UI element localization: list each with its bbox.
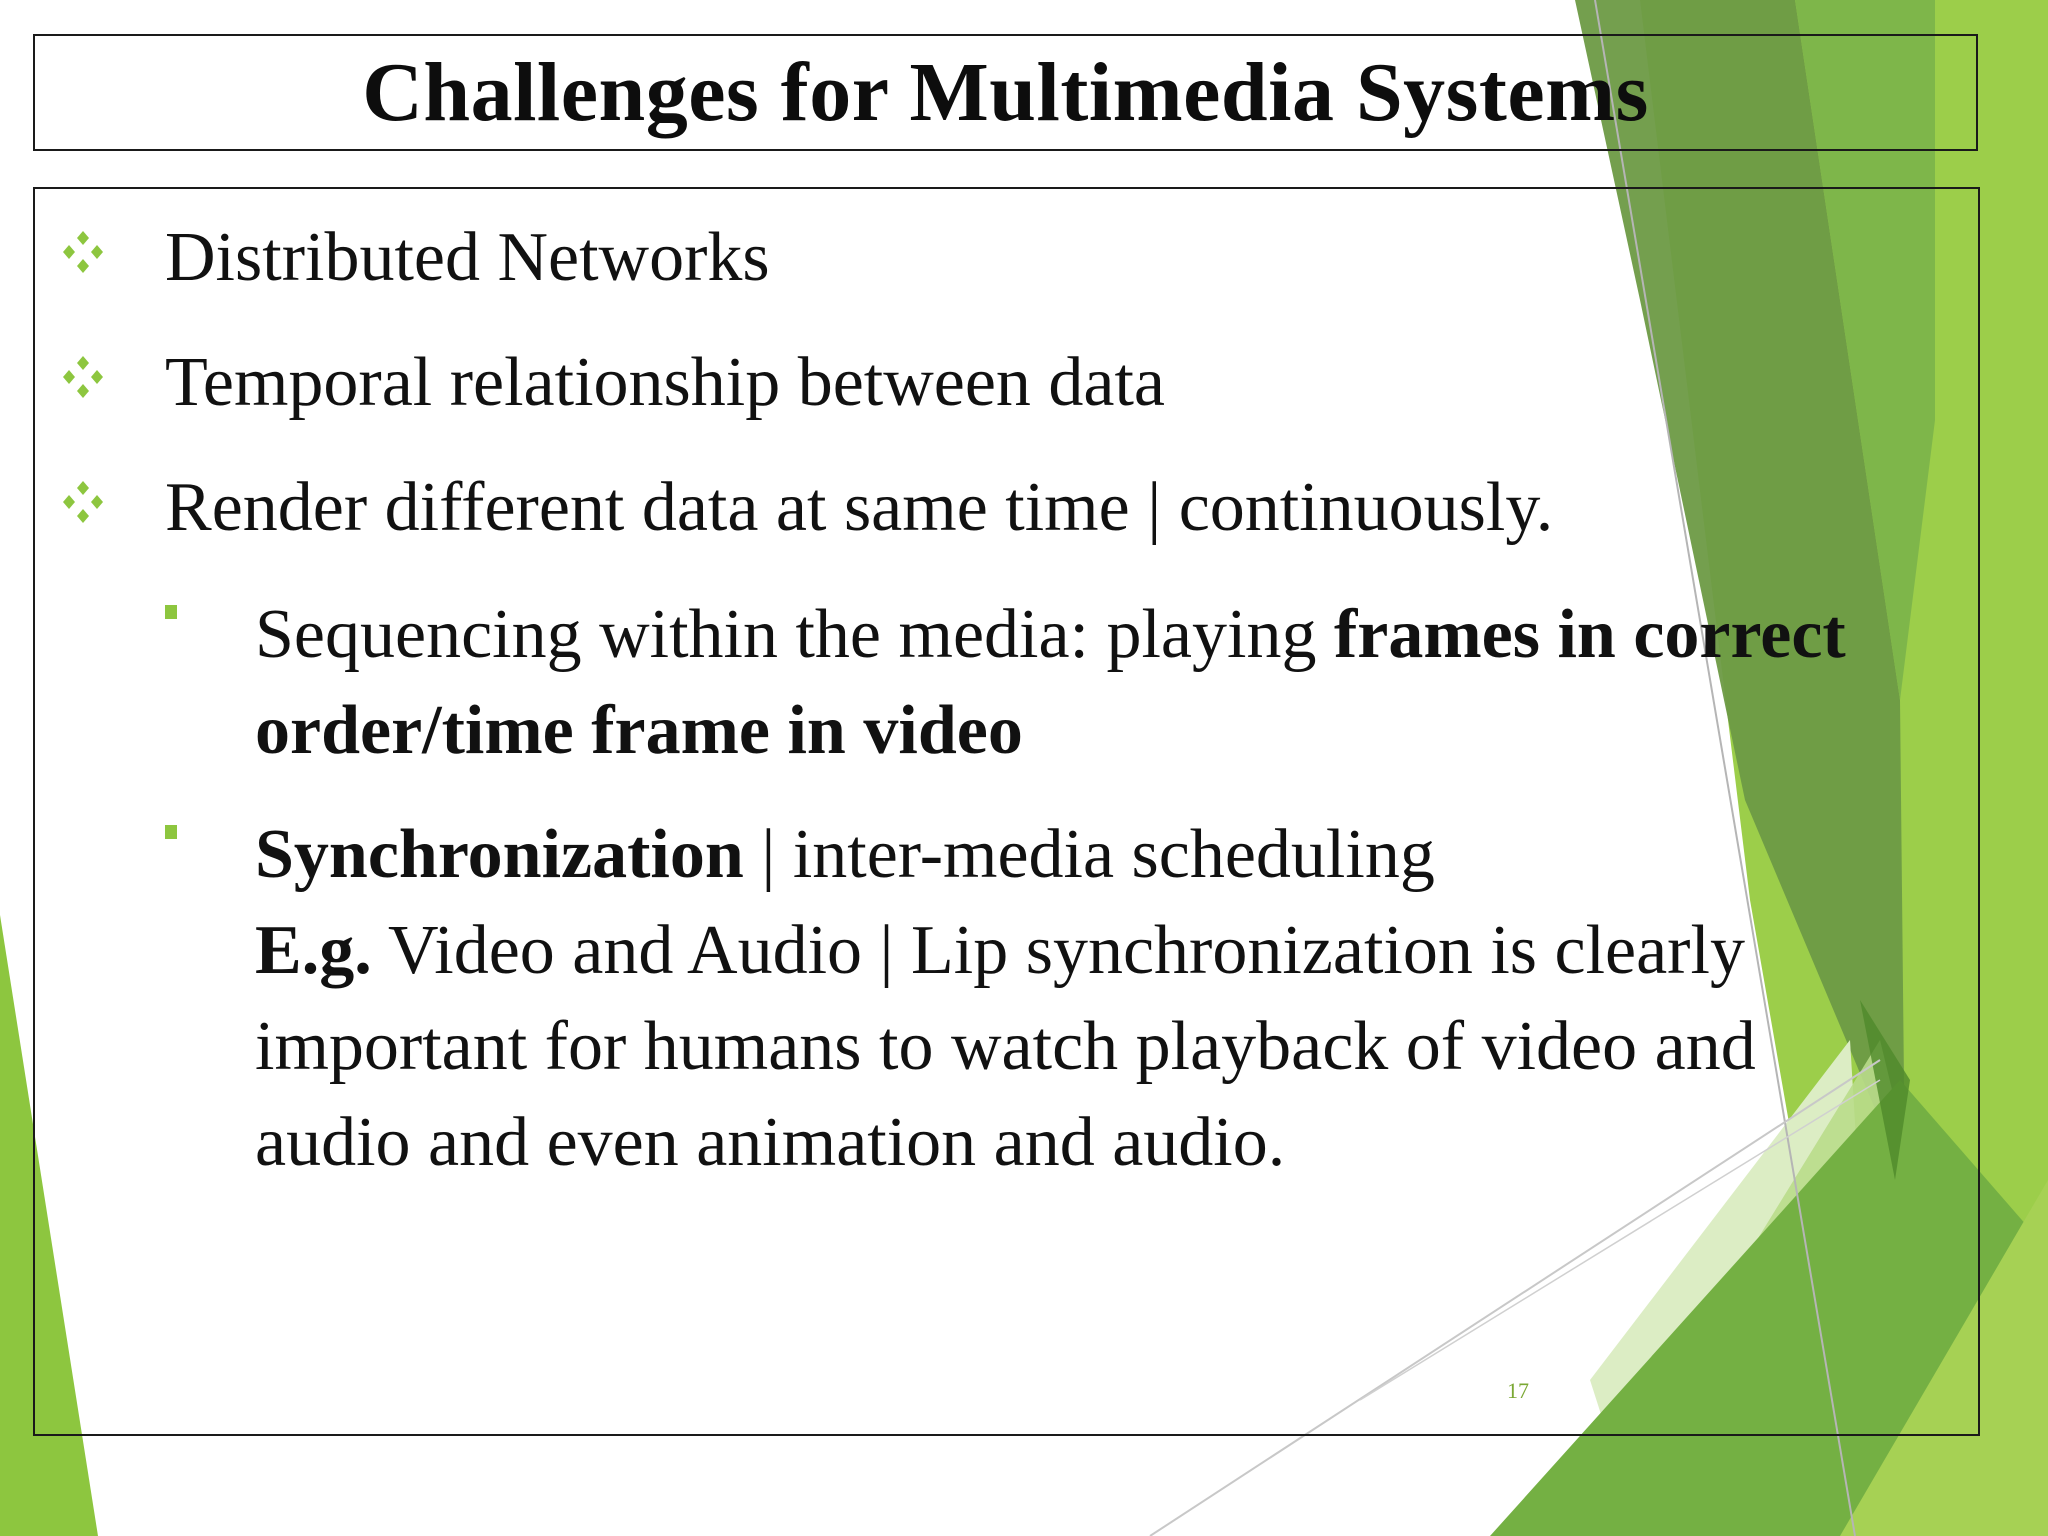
- synchronization-text: | inter-media scheduling: [743, 816, 1435, 893]
- slide-title: Challenges for Multimedia Systems: [362, 46, 1649, 139]
- sequencing-bold-text-2: order/time frame in video: [255, 692, 1023, 769]
- content-box: [33, 187, 1980, 1436]
- bullet-text: Distributed Networks: [165, 219, 770, 296]
- four-diamond-icon: [60, 354, 106, 400]
- example-label: E.g.: [255, 912, 372, 989]
- square-bullet-icon: [165, 605, 177, 619]
- example-text: Video and Audio | Lip synchronization is clearly: [371, 912, 1745, 989]
- synchronization-line-1: [255, 807, 2035, 903]
- bullet-text: Render different data at same time | continuously.: [165, 469, 1554, 546]
- bullet-text: Temporal relationship between data: [165, 344, 1165, 421]
- sequencing-text: Sequencing within the media: playing: [255, 596, 1334, 673]
- synchronization-line-3: important for humans to watch playback of video and: [255, 1008, 1756, 1085]
- sequencing-line-1: [255, 587, 2035, 683]
- four-diamond-icon: [60, 229, 106, 275]
- sequencing-line-2: [255, 683, 2035, 779]
- synchronization-label: Synchronization: [255, 816, 744, 893]
- square-bullet-icon: [165, 825, 177, 839]
- synchronization-line-4: audio and even animation and audio.: [255, 1104, 1286, 1181]
- synchronization-line-2: [255, 903, 2035, 999]
- sequencing-bold-text: frames in correct: [1333, 596, 1846, 673]
- title-box: [33, 34, 1978, 151]
- page-number: 17: [1507, 1378, 1529, 1403]
- four-diamond-icon: [60, 479, 106, 525]
